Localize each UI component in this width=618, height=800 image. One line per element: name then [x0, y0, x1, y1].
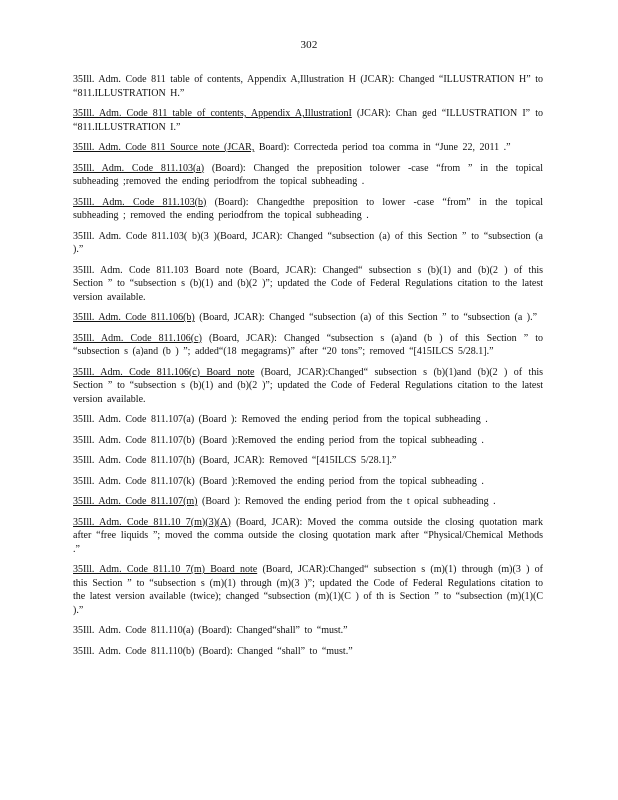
amendment-entry	[73, 107, 543, 134]
entry-citation: 35Ill. Adm. Code 811.106(c)	[73, 332, 202, 344]
entry-citation: 35Ill. Adm. Code 811.103(b)	[73, 196, 207, 208]
entry-text: 35Ill. Adm. Code 811 table of contents, Appendix A,Illustration H (JCAR): Changed “ILLUSTRATION H” to “811.ILLUSTRATION H.”	[73, 74, 543, 99]
entry-text: (Board ): Removed the ending period from the t opical subheading .	[197, 496, 496, 507]
amendment-entry	[73, 141, 543, 155]
entry-citation: 35Ill. Adm. Code 811.106(c) Board note	[73, 366, 255, 378]
amendment-entry	[73, 495, 543, 509]
amendment-entry	[73, 434, 543, 448]
entry-citation: 35Ill. Adm. Code 811 table of contents, Appendix A,IllustrationI	[73, 108, 352, 119]
entry-text: (Board, JCAR): Changed “subsection s (a)and (b ) of this Section ” to “subsection s (a)and (b ) ”; added“(18 megagrams)” after “20 tons”; removed “[415ILCS 5/28.1].”	[73, 332, 543, 357]
entry-citation: 35Ill. Adm. Code 811 Source note (JCAR,	[73, 142, 255, 153]
page-number: 302	[300, 39, 318, 51]
entry-citation: 35Ill. Adm. Code 811.107(m)	[73, 496, 198, 507]
entry-text: 35Ill. Adm. Code 811.107(h) (Board, JCAR): Removed “[415ILCS 5/28.1].”	[73, 455, 397, 466]
entry-text: 35Ill. Adm. Code 811.110(a) (Board): Changed“shall” to “must.”	[73, 625, 348, 636]
entry-citation: 35Ill. Adm. Code 811.106(b)	[73, 312, 195, 323]
entry-citation: 35Ill. Adm. Code 811.10 7(m)(3)(A)	[73, 516, 231, 528]
entry-text: 35Ill. Adm. Code 811.103 Board note (Board, JCAR): Changed“ subsection s (b)(1) and (b)(2 ) of this Section ” to “subsection s (b)(1) and (b)(2 )”; updated the Code of Federal Regulations citation to the latest version available.	[73, 264, 543, 303]
entry-text: (Board): Changedthe preposition to lower -case “from” in the topical subheading ; removed the ending periodfrom the topical subheading .	[73, 196, 543, 221]
entry-text: Board): Correcteda period toa comma in “June 22, 2011 .”	[254, 142, 511, 153]
entry-text: (Board, JCAR):Changed“ subsection s (b)(1)and (b)(2 ) of this Section ” to “subsection s (b)(1) and (b)(2 )”; updated the Code of Federal Regulations citation to the latest version available.	[73, 366, 544, 405]
amendment-entry	[73, 264, 543, 305]
amendment-entry	[73, 645, 543, 659]
amendment-entry	[73, 563, 543, 617]
amendment-entry	[73, 332, 543, 359]
amendment-entry	[73, 624, 543, 638]
entry-text: 35Ill. Adm. Code 811.110(b) (Board): Changed “shall” to “must.”	[73, 645, 353, 657]
entry-text: 35Ill. Adm. Code 811.107(k) (Board ):Removed the ending period from the topical subheading .	[73, 475, 484, 487]
entry-text: (JCAR): Chan ged “ILLUSTRATION I” to “811.ILLUSTRATION I.”	[73, 108, 543, 133]
entry-text: 35Ill. Adm. Code 811.107(a) (Board ): Removed the ending period from the topical subheading .	[73, 414, 488, 425]
entry-text: (Board, JCAR): Moved the comma outside the closing quotation mark after “free liquids ”; moved the comma outside the closing quotation mark after “Physical/Chemical Methods .”	[73, 516, 543, 555]
amendment-entry	[73, 196, 543, 223]
amendment-entry	[73, 454, 543, 468]
amendment-entry	[73, 311, 543, 325]
entry-text: 35Ill. Adm. Code 811.103( b)(3 )(Board, JCAR): Changed “subsection (a) of this Section ” to “subsection (a ).”	[73, 230, 543, 255]
entry-citation: 35Ill. Adm. Code 811.10 7(m) Board note	[73, 564, 258, 575]
amendment-entry	[73, 366, 543, 407]
amendment-entry	[73, 413, 543, 427]
entry-text: (Board, JCAR):Changed“ subsection s (m)(1) through (m)(3 ) of this Section ” to “subsection s (m)(1) through (m)(3 )”; updated the Code of Federal Regulations citation to the latest version available (twice); changed “subsection (m)(1)(C ) of th is Section ” to “subsection (m)(1)(C ).”	[73, 564, 544, 616]
amendment-entry	[73, 475, 543, 489]
entry-citation: 35Ill. Adm. Code 811.103(a)	[73, 162, 205, 174]
amendment-entry	[73, 230, 543, 257]
amendment-entry	[73, 73, 543, 100]
entry-text: (Board): Changed the preposition tolower -case “from ” in the topical subheading ;removed the ending periodfrom the topical subheading .	[73, 162, 543, 187]
entry-text: 35Ill. Adm. Code 811.107(b) (Board ):Removed the ending period from the topical subheading .	[73, 434, 484, 446]
amendment-entry	[73, 162, 543, 189]
amendment-list	[73, 73, 543, 658]
amendment-entry	[73, 516, 543, 557]
entry-text: (Board, JCAR): Changed “subsection (a) of this Section ” to “subsection (a ).”	[194, 312, 538, 323]
